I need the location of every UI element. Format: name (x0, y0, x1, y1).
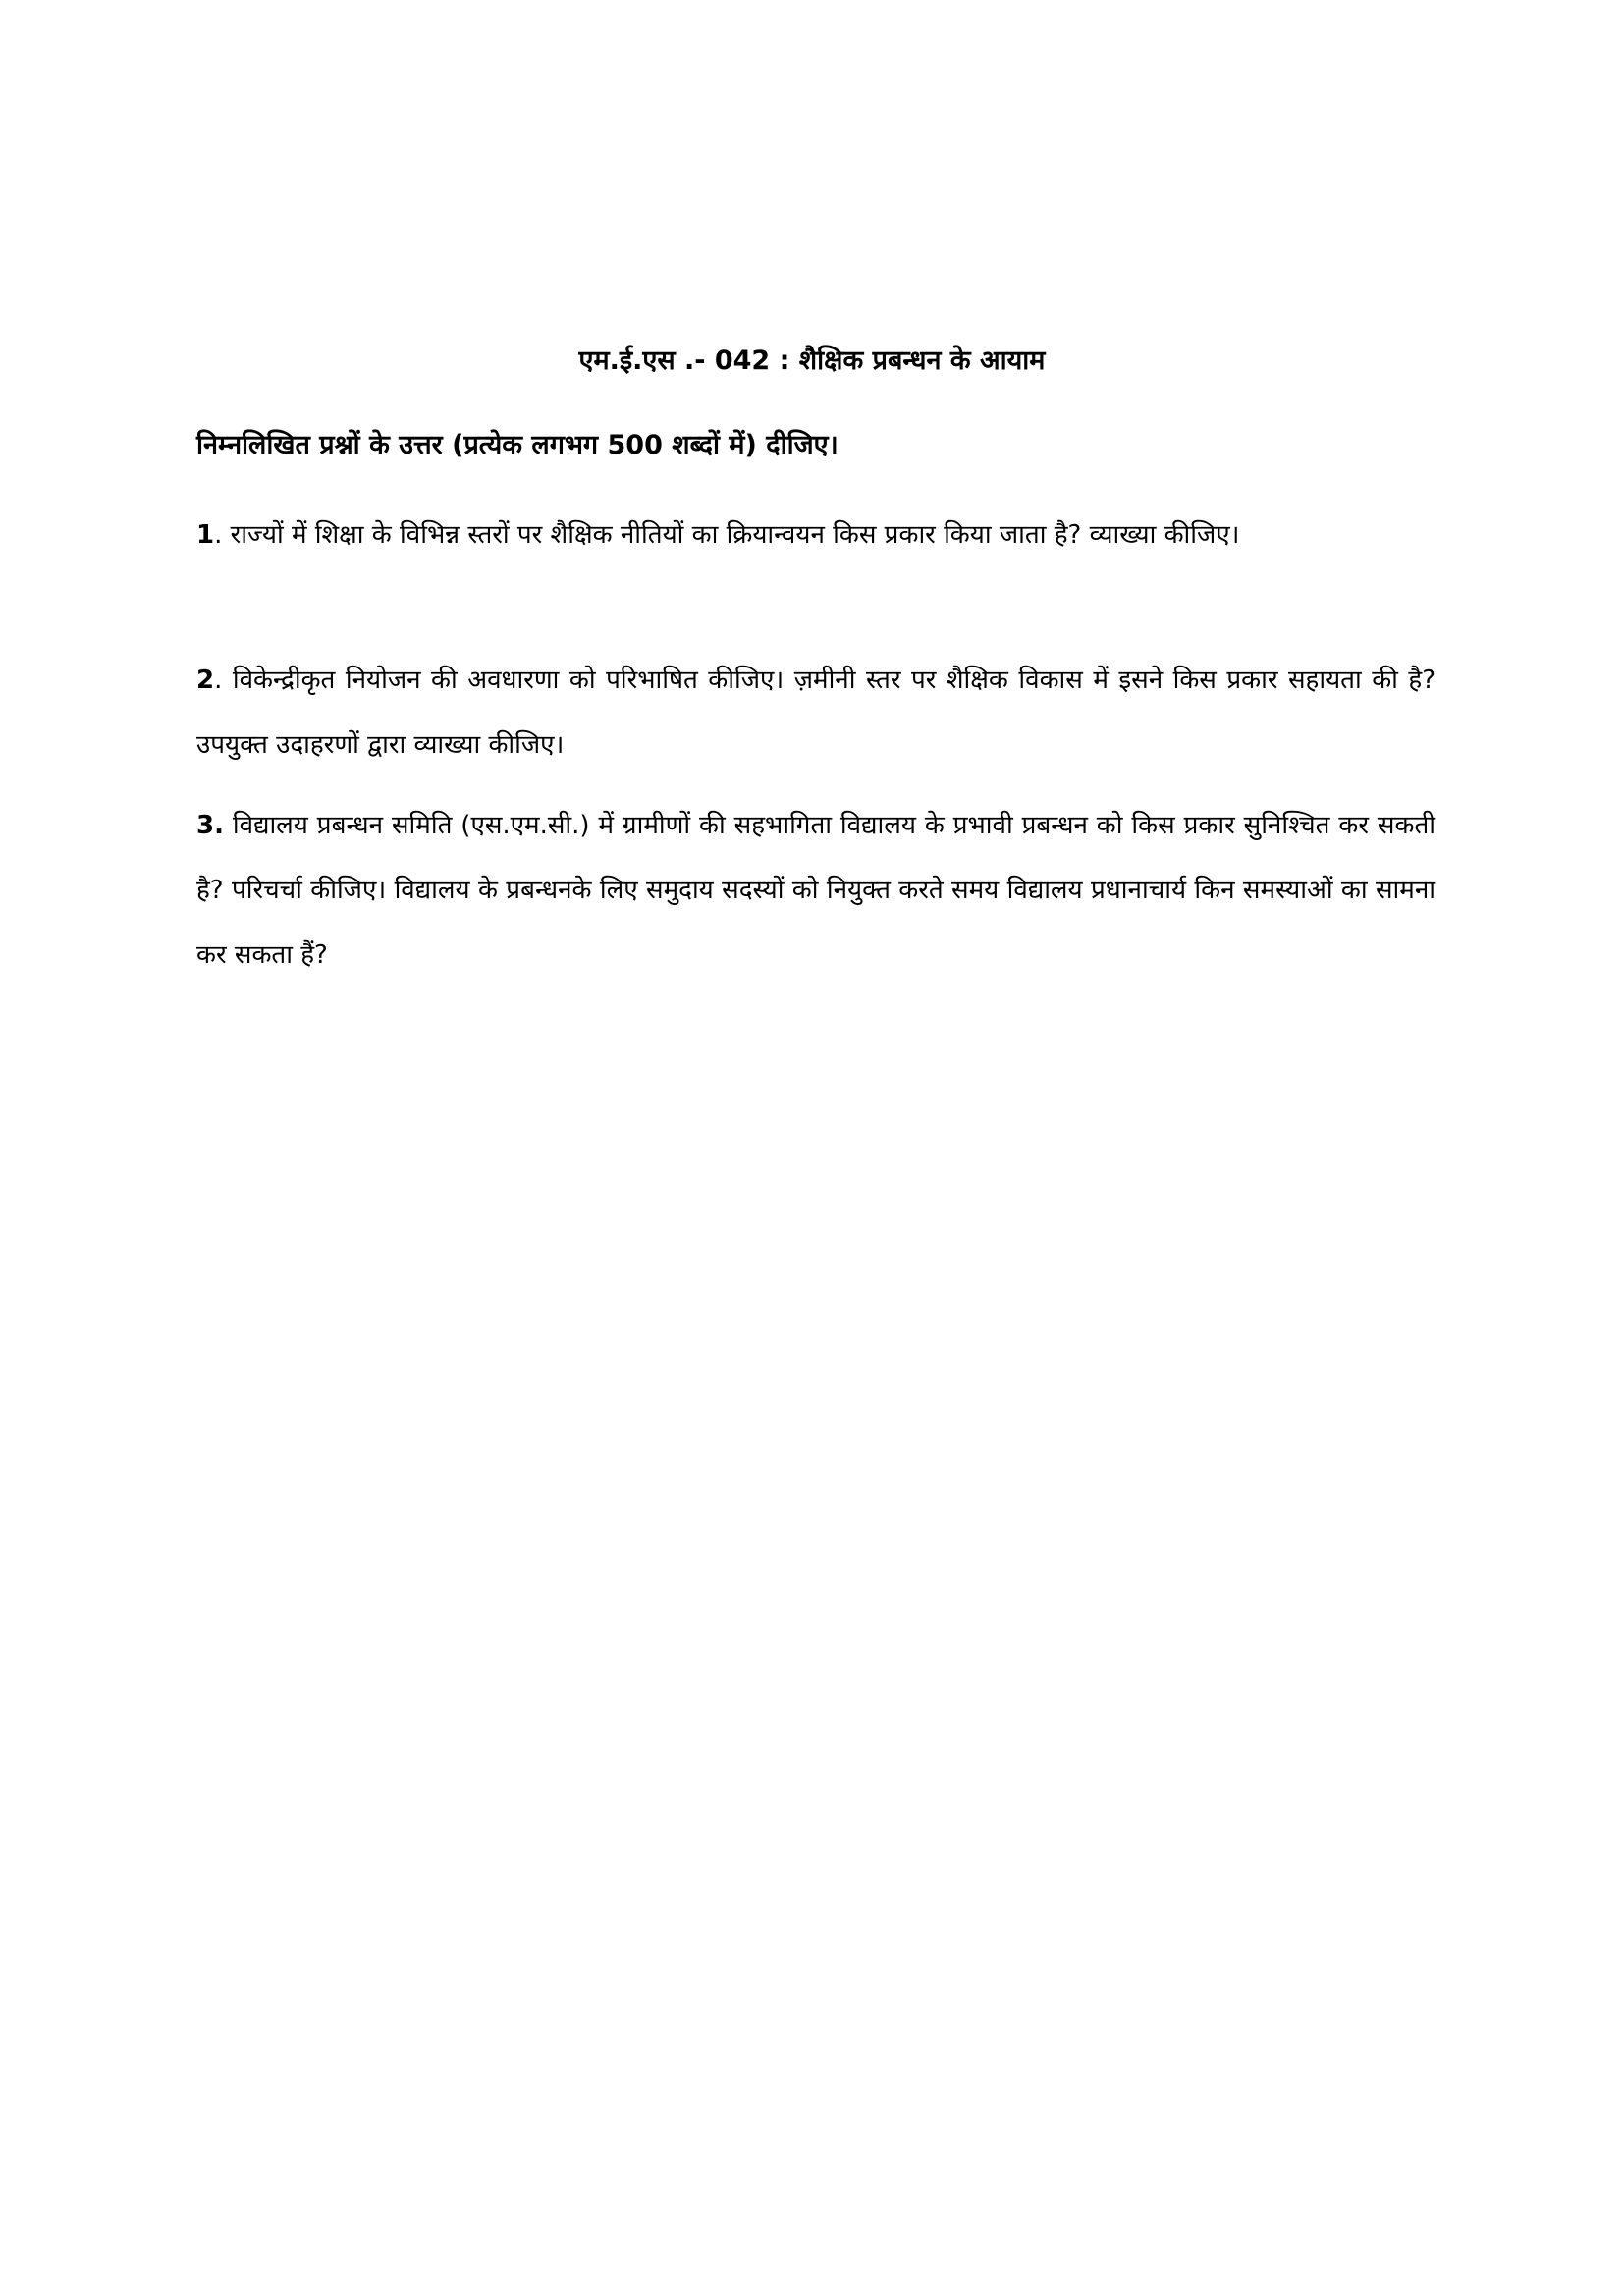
document-title: एम.ई.एस .- 042 : शैक्षिक प्रबन्धन के आयाम (578, 346, 1046, 376)
question-3-text: विद्यालय प्रबन्धन समिति (एस.एम.सी.) में ग्रामीणों की सहभागिता विद्यालय के प्रभावी प्रबन्धन को किस प्रकार सुनिश्चित कर सकती है? परिचर्चा कीजिए। विद्यालय के प्रबन्धनके लिए समुदाय सदस्यों को नियुक्त करते समय विद्यालय प्रधानाचार्य किन समस्याओं का सामना कर सकता हैं? (196, 811, 1435, 970)
instruction-text: निम्नलिखित प्रश्नों के उत्तर (प्रत्येक लगभग 500 शब्दों में) दीजिए। (196, 430, 839, 460)
question-3 (196, 793, 1435, 988)
question-3-number: 3. (196, 811, 224, 840)
question-1-text: . राज्यों में शिक्षा के विभिन्न स्तरों पर शैक्षिक नीतियों का क्रियान्वयन किस प्रकार किया जाता है? व्याख्या कीजिए। (214, 520, 1240, 550)
question-1 (196, 503, 1435, 567)
question-2-number: 2 (196, 666, 215, 695)
question-2-text: . विकेन्द्रीकृत नियोजन की अवधारणा को परिभाषित कीजिए। ज़मीनी स्तर पर शैक्षिक विकास में इसने किस प्रकार सहायता की है? उपयुक्त उदाहरणों द्वारा व्याख्या कीजिए। (196, 666, 1435, 760)
question-1-number: 1 (196, 520, 215, 550)
question-2 (196, 648, 1435, 777)
